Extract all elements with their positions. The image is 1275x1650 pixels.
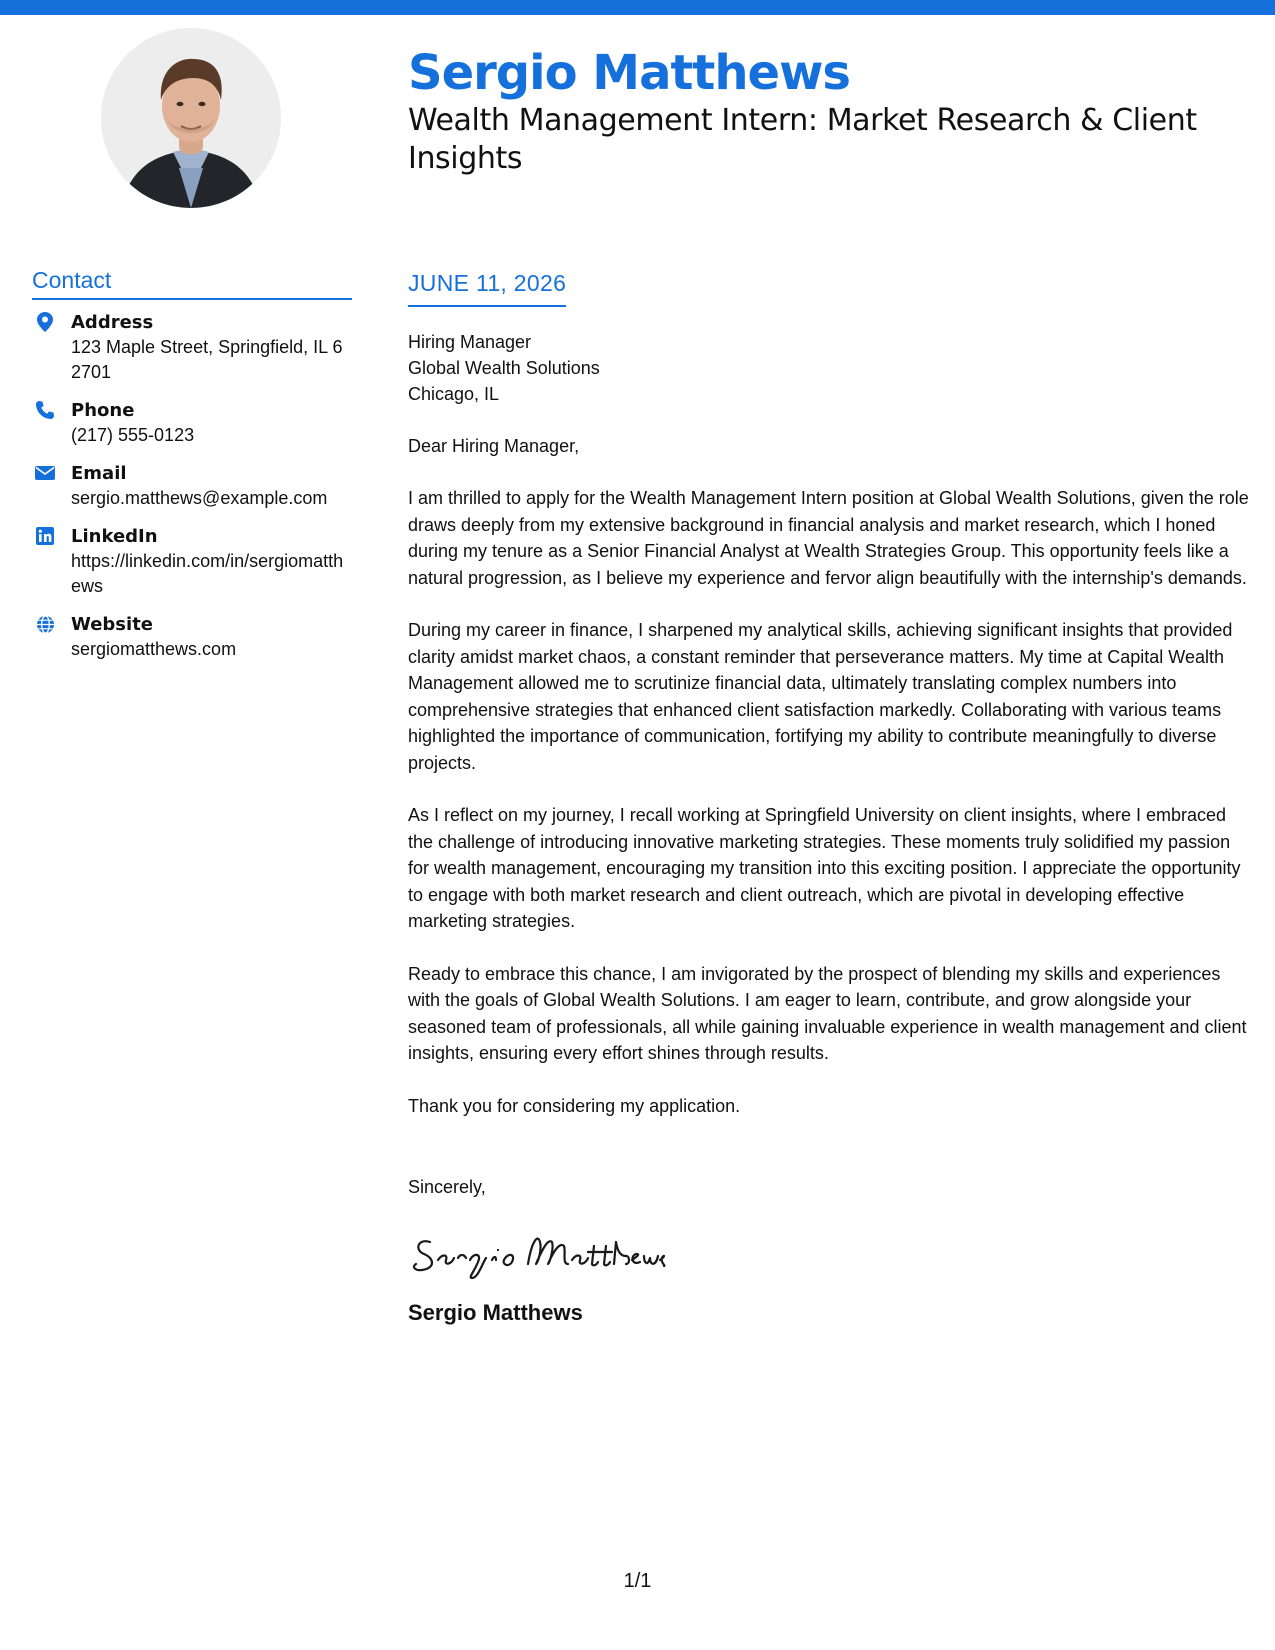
- contact-item-website: [32, 612, 352, 662]
- recipient-block: [408, 329, 1253, 407]
- website-value[interactable]: sergiomatthews.com: [71, 639, 237, 659]
- contact-label: Phone: [71, 400, 135, 421]
- phone-icon: [35, 400, 55, 420]
- recipient-location: Chicago, IL: [408, 384, 500, 404]
- top-accent-bar: [0, 0, 1275, 15]
- contact-label: LinkedIn: [71, 526, 158, 547]
- body-paragraph: I am thrilled to apply for the Wealth Management Intern position at Global Wealth Solutions, given the role draws deeply from my extensive background in financial analysis and market research, which I honed during my tenure as a Senior Financial Analyst at Wealth Strategies Group. This opportunity feels like a natural progression, as I believe my experience and fervor align beautifully with the internship's demands.: [408, 488, 1249, 588]
- contact-label: Email: [71, 463, 127, 484]
- globe-icon: [35, 614, 55, 634]
- contact-item-linkedin: [32, 524, 352, 599]
- contact-item-phone: [32, 398, 352, 448]
- map-pin-icon: [35, 312, 55, 332]
- contact-label: Address: [71, 312, 154, 333]
- phone-value: (217) 555-0123: [71, 425, 195, 445]
- letter-date: JUNE 11, 2026: [408, 267, 566, 307]
- address-value: 123 Maple Street, Springfield, IL 62701: [71, 337, 343, 382]
- valediction: Sincerely,: [408, 1177, 486, 1197]
- signed-name: Sergio Matthews: [408, 1300, 583, 1325]
- contact-label: Website: [71, 614, 154, 635]
- body-paragraph: Ready to embrace this chance, I am invigorated by the prospect of blending my skills and experiences with the goals of Global Wealth Solutions. I am eager to learn, contribute, and grow alongside your seasoned team of professionals, all while gaining invaluable experience in wealth management and client insights, ensuring every effort shines through results.: [408, 963, 1247, 1063]
- applicant-name: Sergio Matthews: [408, 45, 850, 101]
- envelope-icon: [35, 463, 55, 483]
- body-paragraph: During my career in finance, I sharpened my analytical skills, achieving significant insights that provided clarity amidst market chaos, a constant reminder that perseverance matters. My time at Capital Wealth Management allowed me to scrutinize financial data, ultimately translating complex numbers into comprehensive strategies that enhanced client satisfaction markedly. Collaborating with various teams highlighted the importance of communication, fortifying my ability to contribute meaningfully to diverse projects.: [408, 620, 1233, 773]
- closing-sentence: Thank you for considering my application.: [408, 1095, 741, 1116]
- salutation: Dear Hiring Manager,: [408, 436, 580, 456]
- linkedin-value[interactable]: https://linkedin.com/in/sergiomatthews: [71, 551, 344, 596]
- position-title: Wealth Management Intern: Market Research & Client Insights: [408, 103, 1197, 176]
- contact-heading: Contact: [32, 265, 352, 300]
- contact-item-email: [32, 461, 352, 511]
- recipient-company: Global Wealth Solutions: [408, 358, 600, 378]
- recipient-name: Hiring Manager: [408, 332, 532, 352]
- page-number: 1/1: [623, 1570, 652, 1592]
- letter-body: [408, 267, 1253, 1328]
- contact-item-address: [32, 310, 352, 385]
- linkedin-icon: [35, 526, 55, 546]
- avatar: [101, 28, 281, 208]
- email-value[interactable]: sergio.matthews@example.com: [71, 488, 328, 508]
- handwritten-signature: [408, 1220, 668, 1280]
- letter-header: [408, 44, 1208, 178]
- contact-sidebar: [32, 265, 352, 675]
- body-paragraph: As I reflect on my journey, I recall working at Springfield University on client insights, where I embraced the challenge of introducing innovative marketing strategies. These moments truly solidified my passion for wealth management, encouraging my transition into this exciting position. I appreciate the opportunity to engage with both market research and client outreach, which are pivotal in developing effective marketing strategies.: [408, 805, 1241, 931]
- contact-list: [32, 310, 352, 662]
